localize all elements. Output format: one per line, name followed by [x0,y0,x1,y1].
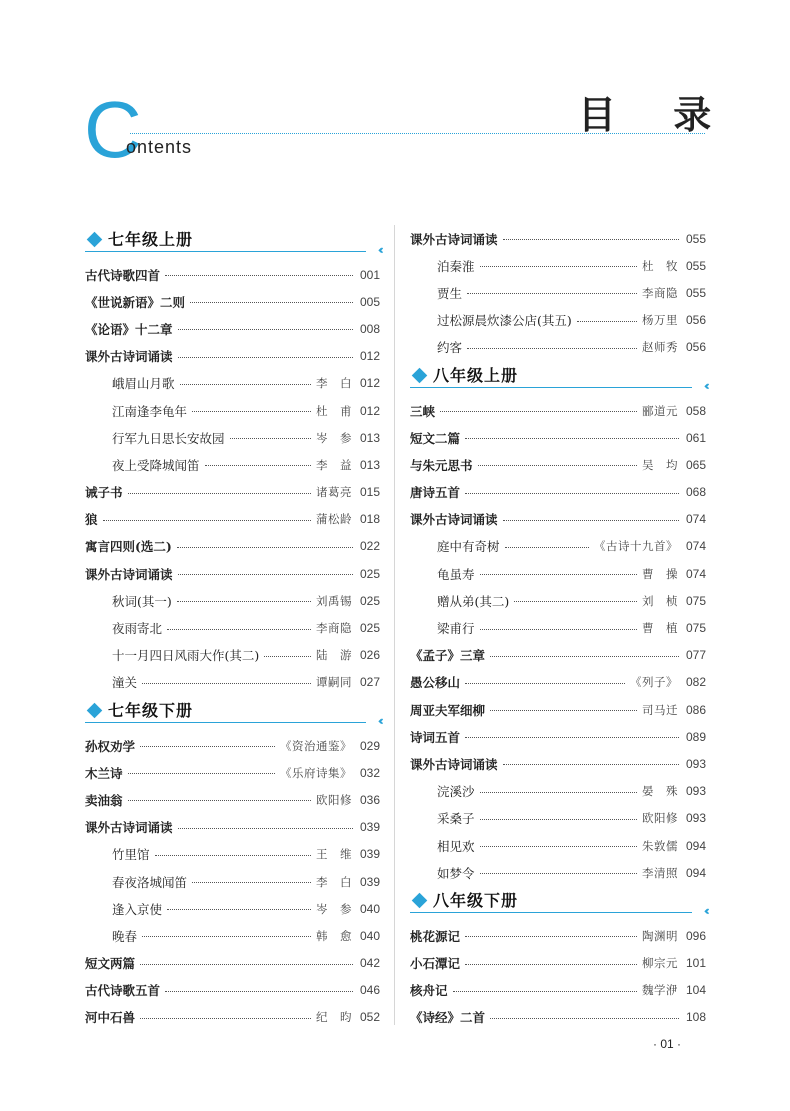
toc-entry-author: 郦道元 [642,403,678,418]
toc-entry-title: 寓言四则(选二) [85,539,172,555]
toc-entry-page: 046 [359,983,380,998]
toc-entry-author: 杜 甫 [316,403,352,418]
contents-logo-word: ontents [126,137,193,157]
toc-entry-page: 094 [685,838,706,853]
toc-subentry[interactable] [85,397,380,424]
toc-entry-title: 如梦令 [437,865,475,881]
dot-leader [465,964,637,965]
toc-entry-author: 欧阳修 [316,792,352,807]
dot-leader [140,746,275,747]
toc-entry-page: 075 [685,621,706,636]
dot-leader [178,828,353,829]
toc-entry-title: 相见欢 [437,838,475,854]
toc-entry[interactable] [85,950,380,977]
toc-entry-author: 赵师秀 [642,340,678,355]
toc-subentry[interactable] [410,307,706,334]
toc-entry-author: 蒲松龄 [316,512,352,527]
dot-leader [142,683,311,684]
section-heading-rule [85,251,366,252]
toc-entry-page: 074 [685,539,706,554]
dot-leader [490,710,637,711]
toc-entry[interactable] [85,315,380,342]
toc-entry-title: 课外古诗词诵读 [85,820,173,836]
toc-entry-page: 001 [359,267,380,282]
toc-entry-title: 河中石兽 [85,1010,136,1026]
toc-entry-title: 短文两篇 [85,956,136,972]
toc-entry[interactable] [410,506,706,533]
toc-entry-page: 093 [685,756,706,771]
toc-entry[interactable] [85,977,380,1004]
toc-entry-author: 《列子》 [630,675,678,690]
toc-entry-title: 竹里馆 [112,847,150,863]
dot-leader [178,357,353,358]
toc-entry-author: 朱敦儒 [642,838,678,853]
toc-entry[interactable] [85,506,380,533]
dot-leader [480,846,637,847]
toc-subentry[interactable] [85,895,380,922]
dot-leader [178,574,353,575]
toc-entry-page: 094 [685,865,706,880]
toc-entry-title: 梁甫行 [437,621,475,637]
toc-entry-page: 052 [359,1010,380,1025]
toc-entry-author: 杨万里 [642,313,678,328]
toc-entry-title: 课外古诗词诵读 [85,566,173,582]
toc-entry-page: 022 [359,539,380,554]
toc-entry-page: 027 [359,675,380,690]
toc-entry-title: 峨眉山月歌 [112,376,175,392]
toc-entry-author: 《乐府诗集》 [280,765,352,780]
toc-subentry[interactable] [410,805,706,832]
toc-entry-title: 龟虽寿 [437,566,475,582]
toc-subentry[interactable] [410,279,706,306]
toc-entry-page: 055 [685,258,706,273]
dot-leader [440,411,637,412]
toc-entry[interactable] [410,669,706,696]
dot-leader [465,493,679,494]
contents-logo-letter: C [84,85,142,174]
toc-entry-page: 108 [685,1010,706,1025]
toc-entry-author: 韩 愈 [316,928,352,943]
toc-subentry[interactable] [85,451,380,478]
toc-entry[interactable] [410,225,706,252]
toc-entry-page: 018 [359,512,380,527]
toc-entry[interactable] [410,451,706,478]
toc-subentry[interactable] [85,841,380,868]
toc-entry[interactable] [85,759,380,786]
toc-entry-title: 三峡 [410,403,436,419]
toc-entry[interactable] [85,343,380,370]
section-heading-rule [410,387,692,388]
toc-entry-title: 古代诗歌四首 [85,267,161,283]
toc-entry-title: 采桑子 [437,811,475,827]
toc-entry-author: 吴 均 [642,457,678,472]
column-divider [394,225,395,1025]
toc-entry[interactable] [410,723,706,750]
toc-entry-author: 岑 参 [316,901,352,916]
toc-entry-author: 曹 植 [642,621,678,636]
dot-leader [140,1018,311,1019]
dot-leader [264,656,311,657]
toc-entry-title: 核舟记 [410,983,448,999]
toc-entry-title: 《孟子》三章 [410,648,486,664]
toc-subentry[interactable] [85,370,380,397]
toc-entry[interactable] [410,922,706,949]
toc-entry-title: 晚春 [112,928,138,944]
toc-entry-author: 李清照 [642,865,678,880]
toc-entry-page: 029 [359,738,380,753]
toc-entry-page: 032 [359,765,380,780]
toc-entry-page: 039 [359,820,380,835]
dot-leader [230,438,311,439]
toc-entry-page: 056 [685,313,706,328]
toc-subentry[interactable] [85,587,380,614]
toc-entry[interactable] [410,424,706,451]
toc-entry-page: 074 [685,566,706,581]
toc-entry-page: 042 [359,956,380,971]
toc-entry-title: 课外古诗词诵读 [410,231,498,247]
toc-entry-page: 026 [359,648,380,663]
toc-entry-author: 晏 殊 [642,784,678,799]
dot-leader [480,266,637,267]
toc-subentry[interactable] [410,778,706,805]
toc-entry-author: 诸葛亮 [316,485,352,500]
dot-leader [514,601,637,602]
toc-entry[interactable] [85,288,380,315]
toc-entry-page: 075 [685,593,706,608]
dot-leader [480,629,637,630]
diamond-icon [87,703,103,719]
toc-entry-page: 093 [685,811,706,826]
toc-entry-title: 逢入京使 [112,901,163,917]
toc-header [0,0,790,180]
chevrons-icon: ‹‹‹ [377,714,380,728]
toc-entry[interactable] [410,950,706,977]
dot-leader [503,764,679,765]
toc-entry-title: 诗词五首 [410,729,461,745]
toc-entry-title: 江南逢李龟年 [112,403,188,419]
dot-leader [465,737,679,738]
toc-entry-title: 课外古诗词诵读 [410,756,498,772]
toc-entry[interactable] [410,642,706,669]
toc-entry-author: 刘 桢 [642,593,678,608]
section-heading [85,225,380,261]
toc-subentry[interactable] [410,334,706,361]
toc-entry-page: 104 [685,983,706,998]
dot-leader [480,873,637,874]
toc-entry-page: 036 [359,792,380,807]
toc-entry-title: 夜雨寄北 [112,621,163,637]
toc-entry-author: 李 白 [316,874,352,889]
toc-entry-page: 015 [359,485,380,500]
chevrons-icon: ‹‹‹ [703,378,706,393]
toc-entry[interactable] [85,261,380,288]
dot-leader [167,629,311,630]
toc-entry-page: 086 [685,702,706,717]
dot-leader [205,465,311,466]
toc-subentry[interactable] [410,859,706,886]
dot-leader [465,683,625,684]
toc-subentry[interactable] [85,642,380,669]
toc-entry-title: 约客 [437,340,463,356]
dot-leader [467,293,637,294]
toc-entry-page: 089 [685,729,706,744]
toc-subentry[interactable] [410,252,706,279]
dot-leader [577,321,637,322]
dot-leader [467,348,637,349]
toc-entry-page: 013 [359,457,380,472]
toc-entry-title: 唐诗五首 [410,485,461,501]
section-heading-rule [85,722,366,723]
toc-subentry[interactable] [410,560,706,587]
toc-entry-page: 074 [685,512,706,527]
chevrons-icon: ‹‹‹ [377,243,380,257]
toc-entry-page: 068 [685,485,706,500]
toc-entry-title: 卖油翁 [85,792,123,808]
dot-leader [453,991,637,992]
section-heading-label: 七年级上册 [108,230,194,249]
toc-entry-page: 058 [685,403,706,418]
toc-entry-page: 008 [359,321,380,336]
toc-entry-title: 孙权劝学 [85,738,136,754]
toc-entry-page: 039 [359,874,380,889]
section-heading [410,361,706,397]
dot-leader [177,547,353,548]
toc-entry-title: 《诗经》二首 [410,1010,486,1026]
toc-entry-author: 司马迁 [642,702,678,717]
toc-entry-page: 012 [359,376,380,391]
toc-entry-title: 《世说新语》二则 [85,294,186,310]
toc-entry-page: 096 [685,928,706,943]
toc-entry-page: 012 [359,349,380,364]
toc-entry-page: 082 [685,675,706,690]
dot-leader [505,547,589,548]
toc-entry-page: 093 [685,784,706,799]
toc-entry-title: 庭中有奇树 [437,539,500,555]
toc-entry-page: 065 [685,457,706,472]
toc-left-column [85,225,380,1031]
toc-subentry[interactable] [85,669,380,696]
dot-leader [480,819,637,820]
toc-entry-author: 李 白 [316,376,352,391]
section-heading-rule [410,912,692,913]
toc-entry-title: 桃花源记 [410,928,461,944]
toc-entry-author: 刘禹锡 [316,593,352,608]
toc-entry-title: 短文二篇 [410,430,461,446]
toc-entry-page: 101 [685,956,706,971]
toc-entry-title: 潼关 [112,675,138,691]
toc-entry-title: 贾生 [437,285,463,301]
dot-leader [165,991,353,992]
toc-entry[interactable] [85,1004,380,1031]
toc-entry-page: 077 [685,648,706,663]
toc-subentry[interactable] [85,424,380,451]
toc-entry-author: 曹 操 [642,566,678,581]
dot-leader [155,855,311,856]
toc-entry-page: 039 [359,847,380,862]
toc-subentry[interactable] [410,614,706,641]
dot-leader [140,964,353,965]
toc-entry[interactable] [410,397,706,424]
toc-entry-title: 过松源晨炊漆公店(其五) [437,313,572,329]
toc-entry-author: 杜 牧 [642,258,678,273]
toc-subentry[interactable] [410,832,706,859]
toc-entry-title: 《论语》十二章 [85,321,173,337]
toc-entry-author: 王 维 [316,847,352,862]
dot-leader [142,936,311,937]
toc-entry-page: 005 [359,294,380,309]
toc-entry-title: 赠从弟(其二) [437,593,510,609]
toc-entry-title: 课外古诗词诵读 [85,349,173,365]
toc-entry-page: 012 [359,403,380,418]
dot-leader [503,239,679,240]
dot-leader [103,520,311,521]
toc-entry-author: 欧阳修 [642,811,678,826]
toc-entry-page: 061 [685,430,706,445]
toc-entry-title: 浣溪沙 [437,784,475,800]
diamond-icon [412,368,428,384]
toc-right-column [410,225,706,1031]
toc-entry-author: 纪 昀 [316,1010,352,1025]
toc-entry-title: 古代诗歌五首 [85,983,161,999]
toc-entry-title: 泊秦淮 [437,258,475,274]
toc-entry-page: 025 [359,621,380,636]
toc-entry[interactable] [85,533,380,560]
toc-entry[interactable] [410,750,706,777]
dot-leader [480,574,637,575]
toc-entry-title: 周亚夫军细柳 [410,702,486,718]
dot-leader [128,493,311,494]
toc-entry-page: 013 [359,430,380,445]
toc-entry[interactable] [85,479,380,506]
toc-entry-title: 小石潭记 [410,956,461,972]
dot-leader [178,329,353,330]
dot-leader [190,302,353,303]
toc-entry-page: 040 [359,901,380,916]
page-number: · 01 · [653,1037,682,1051]
toc-entry-author: 《资治通鉴》 [280,738,352,753]
dot-leader [490,656,679,657]
toc-entry-author: 李商隐 [642,285,678,300]
toc-entry[interactable] [410,696,706,723]
dot-leader [503,520,679,521]
toc-entry-title: 秋词(其一) [112,593,172,609]
toc-entry[interactable] [410,977,706,1004]
dot-leader [480,792,637,793]
toc-entry-title: 行军九日思长安故园 [112,430,225,446]
toc-entry-title: 狼 [85,512,98,528]
toc-entry-title: 课外古诗词诵读 [410,512,498,528]
toc-entry-page: 056 [685,340,706,355]
diamond-icon [87,232,103,248]
toc-entry-author: 李商隐 [316,621,352,636]
toc-entry-title: 愚公移山 [410,675,461,691]
toc-entry-page: 055 [685,285,706,300]
section-heading [85,696,380,732]
dot-leader [465,936,637,937]
section-heading-label: 八年级下册 [433,891,519,911]
toc-subentry[interactable] [85,868,380,895]
dot-leader [167,909,311,910]
toc-entry[interactable] [410,479,706,506]
toc-entry-author: 《古诗十九首》 [594,539,678,554]
toc-entry[interactable] [85,560,380,587]
dot-leader [490,1018,679,1019]
toc-entry-title: 木兰诗 [85,765,123,781]
dot-leader [192,411,311,412]
toc-entry-author: 陆 游 [316,648,352,663]
dot-leader [128,800,311,801]
dot-leader [192,882,311,883]
chevrons-icon: ‹‹‹ [703,904,706,919]
dot-leader [465,438,679,439]
dot-leader [128,773,275,774]
toc-entry-author: 李 益 [316,457,352,472]
toc-subentry[interactable] [410,533,706,560]
diamond-icon [412,893,428,909]
toc-entry-title: 诫子书 [85,485,123,501]
toc-entry-author: 魏学洢 [642,983,678,998]
toc-entry-page: 025 [359,566,380,581]
toc-subentry[interactable] [410,587,706,614]
toc-entry-title: 与朱元思书 [410,457,473,473]
toc-entry[interactable] [85,786,380,813]
dot-leader [180,384,311,385]
toc-entry-author: 岑 参 [316,430,352,445]
toc-entry-author: 谭嗣同 [316,675,352,690]
dot-leader [478,465,637,466]
dot-leader [177,601,311,602]
toc-entry-page: 025 [359,593,380,608]
toc-entry[interactable] [85,732,380,759]
section-heading-label: 七年级下册 [108,701,194,720]
toc-entry-title: 春夜洛城闻笛 [112,874,188,890]
toc-entry-page: 055 [685,231,706,246]
page-title: 目 录 [578,93,734,137]
section-heading-label: 八年级上册 [433,365,519,385]
section-heading [410,886,706,922]
toc-subentry[interactable] [85,614,380,641]
toc-entry-author: 陶渊明 [642,928,678,943]
toc-entry-title: 夜上受降城闻笛 [112,457,200,473]
dot-leader [165,275,353,276]
toc-subentry[interactable] [85,922,380,949]
toc-entry-title: 十一月四日风雨大作(其二) [112,648,260,664]
toc-entry-author: 柳宗元 [642,956,678,971]
toc-entry[interactable] [410,1004,706,1031]
toc-entry[interactable] [85,814,380,841]
toc-entry-page: 040 [359,928,380,943]
